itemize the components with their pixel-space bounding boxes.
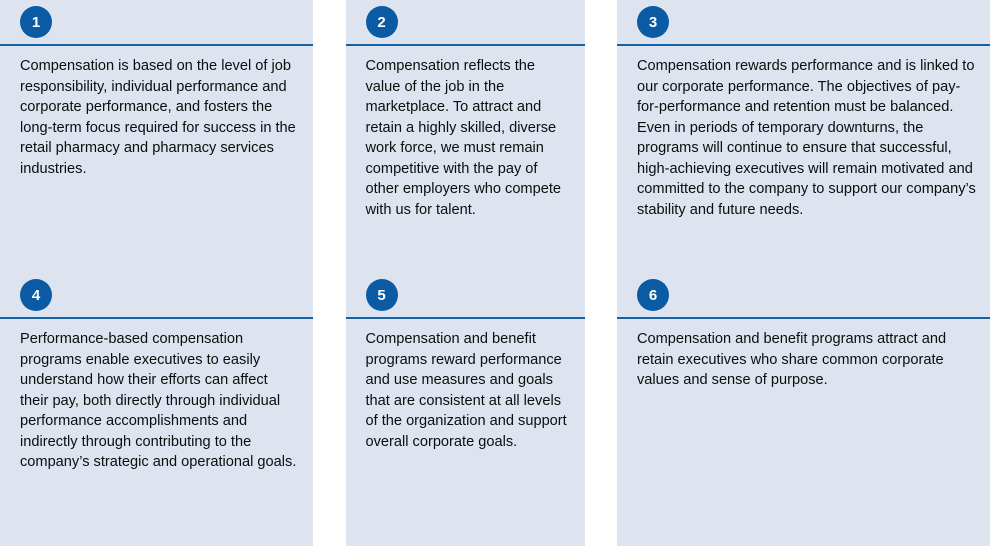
card-header-1 xyxy=(0,0,313,46)
card-header-6 xyxy=(617,273,990,319)
card-header-3 xyxy=(617,0,990,46)
card-body-4 xyxy=(0,319,313,483)
card-header-2 xyxy=(346,0,585,46)
principle-card-6 xyxy=(617,273,990,546)
card-number-badge-5: 5 xyxy=(366,279,398,311)
card-header-5 xyxy=(346,273,585,319)
card-body-1 xyxy=(0,46,313,189)
grid-gap xyxy=(585,273,618,546)
grid-gap xyxy=(585,0,618,273)
card-text-4: Performance-based compensation programs enable executives to easily understand how their efforts can affect their pay, both directly through individual performance accomplishments and indirectly through contributing to the company’s strategic and operational goals. xyxy=(20,331,297,470)
card-text-3: Compensation rewards performance and is linked to our corporate performance. The objectives of pay-for-performance and retention must be balanced. Even in periods of temporary downturns, the programs will continue to ensure that successful, high-achieving executives will remain motivated and committed to the company to support our company’s stability and future needs. xyxy=(637,58,976,218)
card-body-6 xyxy=(617,319,990,401)
card-body-5 xyxy=(346,319,585,462)
principle-card-3 xyxy=(617,0,990,273)
card-number-badge-1: 1 xyxy=(20,6,52,38)
card-body-2 xyxy=(346,46,585,230)
principle-card-5 xyxy=(346,273,585,546)
card-text-6: Compensation and benefit programs attract and retain executives who share common corporate values and sense of purpose. xyxy=(637,331,947,388)
card-number-badge-2: 2 xyxy=(366,6,398,38)
grid-gap xyxy=(313,273,346,546)
card-text-5: Compensation and benefit programs reward performance and use measures and goals that are consistent at all levels of the organization and support overall corporate goals. xyxy=(365,331,567,450)
card-header-4 xyxy=(0,273,313,319)
principle-card-1 xyxy=(0,0,313,273)
card-text-1: Compensation is based on the level of job responsibility, individual performance and corporate performance, and fosters the long-term focus required for success in the retail pharmacy and pharmacy services industries. xyxy=(20,58,296,177)
card-number-badge-6: 6 xyxy=(637,279,669,311)
grid-gap xyxy=(313,0,346,273)
card-number-badge-4: 4 xyxy=(20,279,52,311)
principle-card-4 xyxy=(0,273,313,546)
card-body-3 xyxy=(617,46,990,230)
principle-card-2 xyxy=(346,0,585,273)
card-text-2: Compensation reflects the value of the job in the marketplace. To attract and retain a highly skilled, diverse work force, we must remain competitive with the pay of other employers who compete with us for talent. xyxy=(365,58,561,218)
card-number-badge-3: 3 xyxy=(637,6,669,38)
